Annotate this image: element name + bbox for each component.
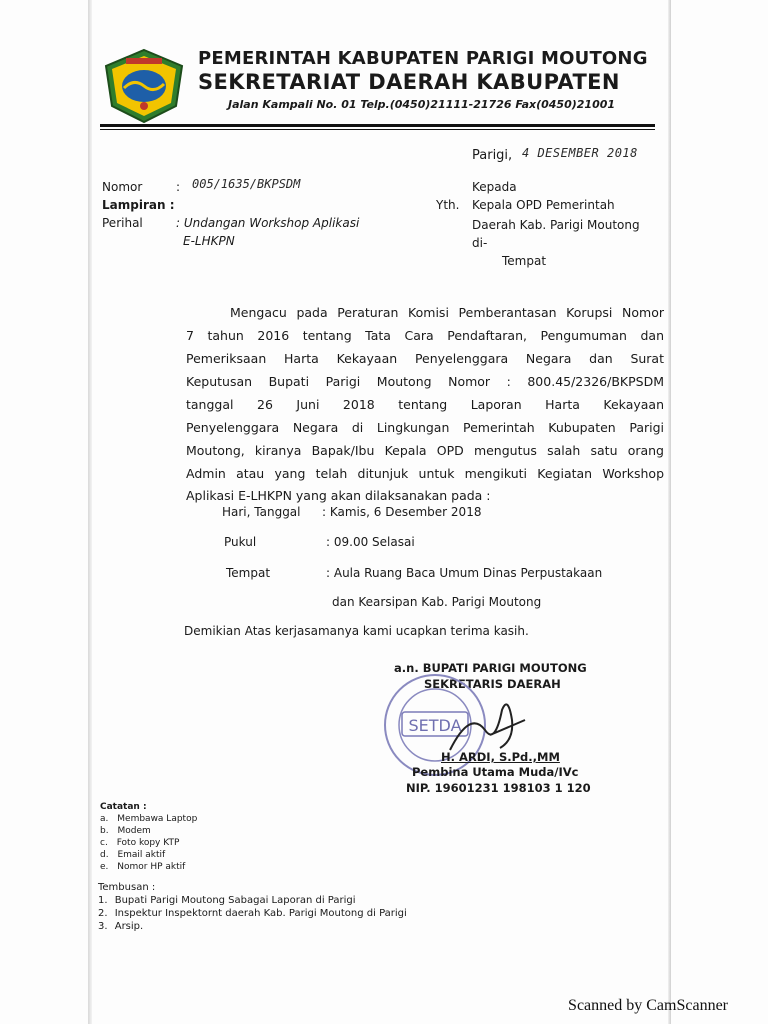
body-line: Keputusan Bupati Parigi Moutong Nomor : 800.45/2326/BKPSDM (186, 374, 664, 389)
place: Parigi, (472, 148, 513, 163)
signature-title: SEKRETARIS DAERAH (424, 677, 561, 691)
body-line: Aplikasi E-LHKPN yang akan dilaksanakan pada : (186, 488, 491, 503)
tembusan-item: 1. Bupati Parigi Moutong Sabagai Laporan di Parigi (98, 895, 356, 906)
catatan-item: a. Membawa Laptop (100, 814, 198, 824)
nomor-colon: : (176, 180, 181, 194)
lampiran-label: Lampiran : (102, 198, 175, 212)
body-line: tanggal 26 Juni 2018 tentang Laporan Harta Kekayaan (186, 397, 664, 412)
schedule-value-day: : Kamis, 6 Desember 2018 (322, 505, 482, 519)
body-line: 7 tahun 2016 tentang Tata Cara Pendaftaran, Pengumuman dan (186, 328, 664, 343)
schedule-label-place: Tempat (226, 566, 271, 580)
schedule-label-time: Pukul (224, 535, 257, 549)
letterhead-secretariat: SEKRETARIAT DAERAH KABUPATEN (198, 70, 620, 94)
catatan-item: b. Modem (100, 826, 151, 836)
schedule-value-time: : 09.00 Selasai (326, 535, 415, 549)
body-line: Mengacu pada Peraturan Komisi Pemberantasan Korupsi Nomor (230, 305, 664, 320)
closing-sentence: Demikian Atas kerjasamanya kami ucapkan terima kasih. (184, 624, 529, 638)
page-left-edge (88, 0, 92, 1024)
letterhead-rule-thin (100, 129, 655, 130)
perihal-label: Perihal (102, 216, 143, 230)
body-line: Penyelenggara Negara di Lingkungan Pemerintah Kubupaten Parigi (186, 420, 664, 435)
letterhead-address: Jalan Kampali No. 01 Telp.(0450)21111-21726 Fax(0450)21001 (228, 98, 616, 111)
signatory-rank: Pembina Utama Muda/IVc (412, 765, 579, 779)
signature-on-behalf: a.n. BUPATI PARIGI MOUTONG (394, 661, 587, 675)
signatory-name: H. ARDI, S.Pd.,MM (441, 750, 560, 764)
tembusan-item: 3. Arsip. (98, 921, 144, 932)
stamp-text: SETDA (408, 716, 462, 735)
catatan-item: d. Email aktif (100, 850, 166, 860)
recipient-line4: Tempat (502, 254, 547, 268)
catatan-label: Catatan : (100, 802, 147, 812)
body-line: Moutong, kiranya Bapak/Ibu Kepala OPD mengutus salah satu orang (186, 443, 664, 458)
recipient-line1: Kepala OPD Pemerintah (472, 198, 615, 212)
camscanner-watermark: Scanned by CamScanner (568, 997, 728, 1014)
tembusan-item: 2. Inspektur Inspektornt daerah Kab. Parigi Moutong di Parigi (98, 908, 407, 919)
letter-date: 4 DESEMBER 2018 (522, 146, 638, 160)
letterhead-government: PEMERINTAH KABUPATEN PARIGI MOUTONG (198, 48, 648, 69)
recipient-line2: Daerah Kab. Parigi Moutong (472, 218, 640, 232)
tembusan-label: Tembusan : (98, 882, 156, 893)
perihal-line1: : Undangan Workshop Aplikasi (176, 216, 360, 230)
recipient-line3: di- (472, 236, 488, 250)
perihal-line2: E-LHKPN (183, 234, 235, 248)
body-line: Admin atau yang telah ditunjuk untuk mengikuti Kegiatan Workshop (186, 466, 664, 481)
recipient-kepada: Kepada (472, 180, 517, 194)
catatan-item: e. Nomor HP aktif (100, 862, 186, 872)
schedule-label-day: Hari, Tanggal (222, 505, 301, 519)
body-line: Pemeriksaan Harta Kekayaan Penyelenggara Negara dan Surat (186, 351, 664, 366)
page-right-edge (668, 0, 671, 1024)
nomor-label: Nomor (102, 180, 143, 194)
regency-emblem-logo (102, 48, 186, 124)
schedule-value-place: : Aula Ruang Baca Umum Dinas Perpustakaan (326, 566, 603, 580)
schedule-place-continued: dan Kearsipan Kab. Parigi Moutong (332, 595, 542, 609)
signatory-nip: NIP. 19601231 198103 1 120 (406, 781, 591, 795)
catatan-item: c. Foto kopy KTP (100, 838, 180, 848)
nomor-value: 005/1635/BKPSDM (192, 177, 301, 191)
letterhead-rule-thick (100, 124, 655, 127)
recipient-yth: Yth. (436, 198, 460, 212)
